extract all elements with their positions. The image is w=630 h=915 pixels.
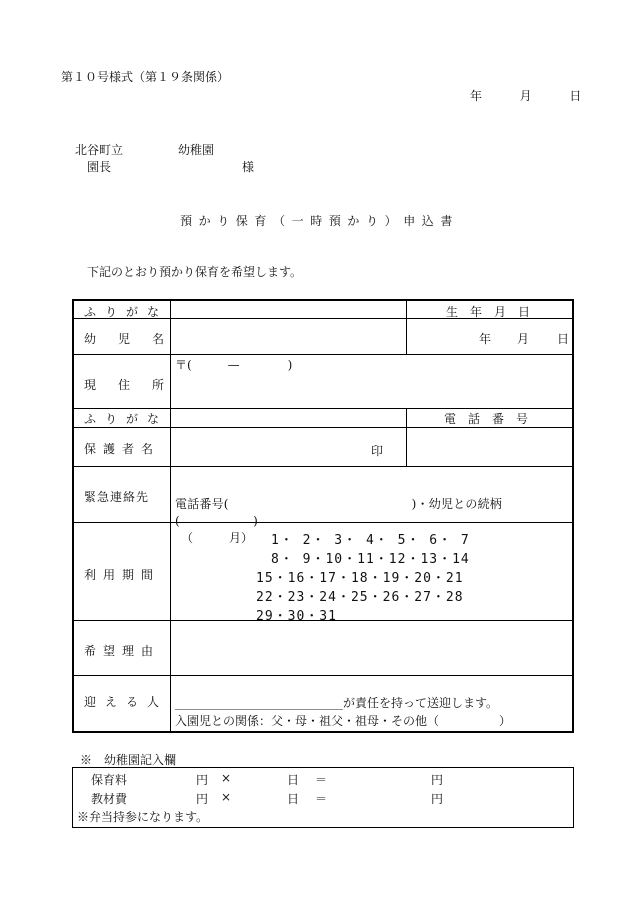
pickup-person-label: 迎える人 <box>84 695 169 709</box>
emergency-contact-field[interactable]: 電話番号( )・幼児との続柄( ) <box>175 497 502 528</box>
birthdate-label: 生年月日 <box>446 305 543 319</box>
fee-yen: 円 <box>196 792 209 806</box>
fee-equals: ＝ <box>315 773 328 787</box>
reason-field[interactable] <box>172 622 572 674</box>
addressee-kindergarten: 幼稚園 <box>178 143 215 157</box>
addressee-line <box>75 141 214 158</box>
fee-times: × <box>221 771 232 785</box>
emergency-contact-label: 緊急連絡先 <box>84 490 150 504</box>
fee-total-yen: 円 <box>431 792 444 806</box>
calendar-row: 8・ 9・10・11・12・13・14 <box>271 552 470 567</box>
fee-days: 日 <box>287 792 300 806</box>
office-use-label: ※ 幼稚園記入欄 <box>80 753 177 767</box>
fee-item: 教材費 <box>91 792 128 806</box>
addressee-principal: 園長 <box>87 160 112 174</box>
furigana-label: ふりがな <box>84 305 169 319</box>
fee-yen: 円 <box>196 773 209 787</box>
office-use-table <box>72 767 574 828</box>
usage-month-field[interactable]: （ 月） <box>181 531 254 545</box>
submission-date <box>470 87 581 104</box>
lunch-note: ※弁当持参になります。 <box>77 810 209 824</box>
date-day: 日 <box>569 89 582 103</box>
fee-equals: ＝ <box>315 792 328 806</box>
postal-code-field[interactable]: 〒( — ) <box>175 358 293 372</box>
birthdate-month: 月 <box>517 332 530 346</box>
fee-days: 日 <box>287 773 300 787</box>
date-month: 月 <box>519 89 532 103</box>
child-name-label: 幼児名 <box>84 332 187 346</box>
calendar-row: 15・16・17・18・19・20・21 <box>256 571 464 586</box>
fee-times: × <box>221 790 232 804</box>
guardian-name-label: 保護者名 <box>84 442 161 456</box>
fee-item: 保育料 <box>91 773 128 787</box>
addressee-principal-line <box>87 158 254 175</box>
application-table <box>72 299 574 733</box>
relationship-field[interactable]: 入園児との関係：父・母・祖父・祖母・その他（ ） <box>175 714 512 728</box>
lead-text: 下記のとおり預かり保育を希望します。 <box>87 265 303 279</box>
child-name-field[interactable] <box>172 320 405 353</box>
calendar-row: 22・23・24・25・26・27・28 <box>256 590 464 605</box>
guardian-furigana-label: ふりがな <box>84 412 169 426</box>
pickup-person-field[interactable]: ____________________________が責任を持って送迎します。 <box>175 696 499 710</box>
guardian-phone-field[interactable] <box>408 429 572 465</box>
calendar-row: 29・30・31 <box>256 609 337 624</box>
fee-total-yen: 円 <box>431 773 444 787</box>
child-furigana-field[interactable] <box>172 301 405 318</box>
birthdate-day: 日 <box>557 332 570 346</box>
date-year: 年 <box>470 89 483 103</box>
seal-mark: 印 <box>371 444 384 458</box>
form-title: 預かり保育（一時預かり）申込書 <box>180 214 460 228</box>
reason-label: 希望理由 <box>84 644 161 658</box>
usage-period-label: 利用期間 <box>84 568 161 582</box>
address-label: 現住所 <box>84 378 187 392</box>
calendar-row: 1・ 2・ 3・ 4・ 5・ 6・ 7 <box>271 533 470 548</box>
phone-label: 電話番号 <box>444 412 541 426</box>
addressee-town: 北谷町立 <box>75 143 124 157</box>
form-number: 第１０号様式（第１９条関係） <box>61 70 230 84</box>
addressee-honorific: 様 <box>242 160 255 174</box>
birthdate-year: 年 <box>479 332 492 346</box>
